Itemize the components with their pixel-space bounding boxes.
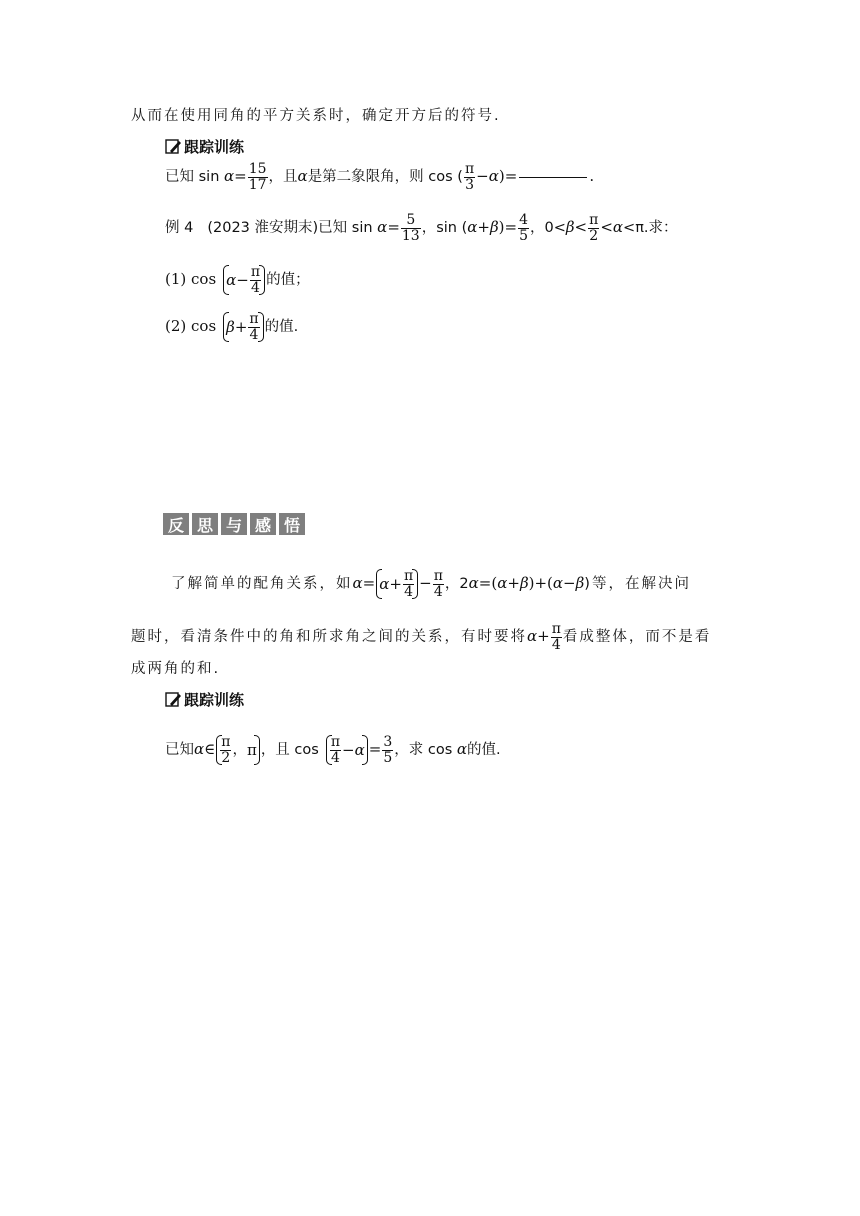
equals-sign: = <box>362 574 376 593</box>
alpha-symbol: α <box>224 167 235 186</box>
alpha-symbol: α <box>377 218 388 237</box>
fraction-pi-4 <box>551 622 562 652</box>
reflection-text: 题时，看清条件中的角和所求角之间的关系，有时要将 <box>131 629 527 646</box>
fraction-pi-4 <box>433 569 444 599</box>
alpha-symbol: α <box>612 218 624 237</box>
condition-start: ，0< <box>530 220 566 237</box>
fraction-numerator: 15 <box>248 161 267 177</box>
badge-char: 与 <box>221 513 247 535</box>
fraction-numerator: π <box>403 568 414 584</box>
example-source: (2023 淮安期末)已知 sin <box>207 220 378 237</box>
fraction-5-13 <box>401 213 421 243</box>
fraction-numerator: π <box>330 734 341 750</box>
example-label: 例 4 <box>165 220 194 237</box>
minus-sign: − <box>342 740 355 759</box>
minus-sign: − <box>476 167 489 186</box>
part-2-label: (2) cos <box>165 317 217 336</box>
reflection-text: 了解简单的配角关系，如 <box>171 576 353 593</box>
fraction-denominator: 2 <box>221 749 231 766</box>
follow-up-heading-text: 跟踪训练 <box>184 691 245 709</box>
beta-symbol: β <box>565 218 575 237</box>
exercise-2-end: 的值. <box>467 742 501 759</box>
less-than: < <box>574 218 588 237</box>
reflection-text: )等，在解决问 <box>584 576 691 593</box>
fraction-denominator: 2 <box>589 227 599 244</box>
paren-group <box>223 312 263 342</box>
fraction-denominator: 13 <box>401 227 420 244</box>
comma: ， <box>232 741 247 758</box>
paren-group <box>376 569 418 599</box>
fraction-pi-4 <box>248 312 259 342</box>
fraction-numerator: 4 <box>519 212 528 228</box>
interval-group <box>216 735 260 765</box>
pencil-icon <box>165 691 182 708</box>
minus-sign: − <box>563 574 576 593</box>
part-1-label: (1) cos <box>165 270 217 289</box>
exercise-1-prefix: 已知 sin <box>165 169 224 186</box>
fraction-pi-2 <box>588 213 599 243</box>
plus-sign: + <box>477 218 490 237</box>
fraction-denominator: 3 <box>465 176 475 193</box>
intro-text: 从而在使用同角的平方关系时，确定开方后的符号. <box>131 108 501 124</box>
pencil-icon <box>165 138 182 155</box>
fraction-numerator: π <box>433 568 443 584</box>
alpha-symbol: α <box>552 574 564 593</box>
fraction-pi-2 <box>220 735 231 765</box>
paren-group <box>223 265 265 295</box>
less-than: < <box>600 218 613 237</box>
alpha-symbol: α <box>468 574 479 593</box>
equals-sign: = <box>387 218 400 237</box>
badge-char: 悟 <box>279 513 305 535</box>
beta-symbol: β <box>489 218 499 237</box>
exercise-2-prefix: 已知 <box>165 742 194 759</box>
equals-sign: = <box>234 167 247 186</box>
fraction-numerator: π <box>551 621 561 637</box>
fraction-denominator: 4 <box>551 636 561 653</box>
alpha-symbol: α <box>488 167 499 186</box>
example-4-part-1 <box>165 265 310 295</box>
minus-sign: − <box>236 270 249 289</box>
follow-up-heading-2 <box>165 689 244 710</box>
pi-symbol: π <box>246 740 257 759</box>
fraction-denominator: 4 <box>251 279 260 296</box>
badge-char: 反 <box>163 513 189 535</box>
part-2-tail: 的值. <box>264 319 299 336</box>
follow-up-heading-text: 跟踪训练 <box>184 138 245 156</box>
beta-symbol: β <box>226 317 235 336</box>
close-paren: )= <box>498 167 518 186</box>
fraction-4-5 <box>518 213 529 243</box>
fraction-pi-4 <box>330 735 341 765</box>
fraction-numerator: 5 <box>406 212 416 228</box>
text-and: ，且 <box>268 169 298 186</box>
fraction-denominator: 17 <box>248 176 267 193</box>
fraction-denominator: 5 <box>383 749 393 766</box>
fraction-denominator: 4 <box>433 583 443 600</box>
plus-sign: + <box>234 317 248 336</box>
exercise-2-tail: ，求 cos <box>394 742 457 759</box>
close-paren: )= <box>498 218 518 237</box>
reflection-text: 看成整体，而不是看 <box>562 629 712 646</box>
follow-up-heading-1 <box>165 136 244 157</box>
fraction-pi-4 <box>403 569 414 599</box>
equals-sign: = <box>368 740 382 759</box>
reflection-text: ，2 <box>444 576 469 593</box>
example-4-part-2 <box>165 312 298 342</box>
alpha-symbol: α <box>497 574 508 593</box>
alpha-symbol: α <box>297 167 308 186</box>
fraction-pi-4 <box>250 265 261 295</box>
condition-tail: <π.求： <box>623 220 678 237</box>
text-sin: ，sin ( <box>421 220 468 237</box>
example-4 <box>165 213 678 243</box>
badge-char: 感 <box>250 513 276 535</box>
fraction-denominator: 4 <box>330 749 340 766</box>
fraction-15-17 <box>248 162 268 192</box>
fraction-3-5 <box>382 735 393 765</box>
plus-sign: + <box>507 574 520 593</box>
fraction-numerator: π <box>221 734 231 750</box>
alpha-symbol: α <box>456 740 468 759</box>
exercise-1 <box>165 162 594 192</box>
exercise-2 <box>165 735 501 765</box>
fraction-pi-3 <box>464 162 475 192</box>
fraction-numerator: π <box>249 311 259 327</box>
alpha-symbol: α <box>527 627 538 646</box>
reflection-math: =( <box>478 574 498 593</box>
period: . <box>589 167 595 186</box>
alpha-symbol: α <box>226 270 237 289</box>
paren-group <box>326 735 368 765</box>
alpha-symbol: α <box>354 740 365 759</box>
fraction-denominator: 5 <box>519 227 528 244</box>
text-quadrant: 是第二象限角，则 cos ( <box>307 169 463 186</box>
reflection-line-1 <box>171 569 691 599</box>
alpha-symbol: α <box>194 740 205 759</box>
reflection-math: )+( <box>528 574 553 593</box>
fraction-numerator: π <box>250 264 261 280</box>
plus-sign: + <box>537 627 550 646</box>
badge-char: 思 <box>192 513 218 535</box>
fraction-numerator: 3 <box>383 734 393 750</box>
fraction-denominator: 4 <box>404 583 413 600</box>
reflection-line-2 <box>131 622 711 652</box>
answer-blank <box>519 177 587 178</box>
beta-symbol: β <box>519 574 529 593</box>
alpha-symbol: α <box>467 218 478 237</box>
alpha-symbol: α <box>352 574 363 593</box>
minus-sign: − <box>419 574 432 593</box>
reflection-badge <box>163 513 305 535</box>
fraction-numerator: π <box>589 212 599 228</box>
part-1-tail: 的值； <box>266 272 310 289</box>
fraction-denominator: 4 <box>249 326 259 343</box>
beta-symbol: β <box>575 574 585 593</box>
element-of: ∈ <box>204 740 216 759</box>
exercise-2-mid: ，且 cos <box>260 742 319 759</box>
fraction-numerator: π <box>464 161 475 177</box>
plus-sign: + <box>389 574 402 593</box>
alpha-symbol: α <box>379 574 390 593</box>
reflection-line-3: 成两角的和. <box>131 661 221 677</box>
